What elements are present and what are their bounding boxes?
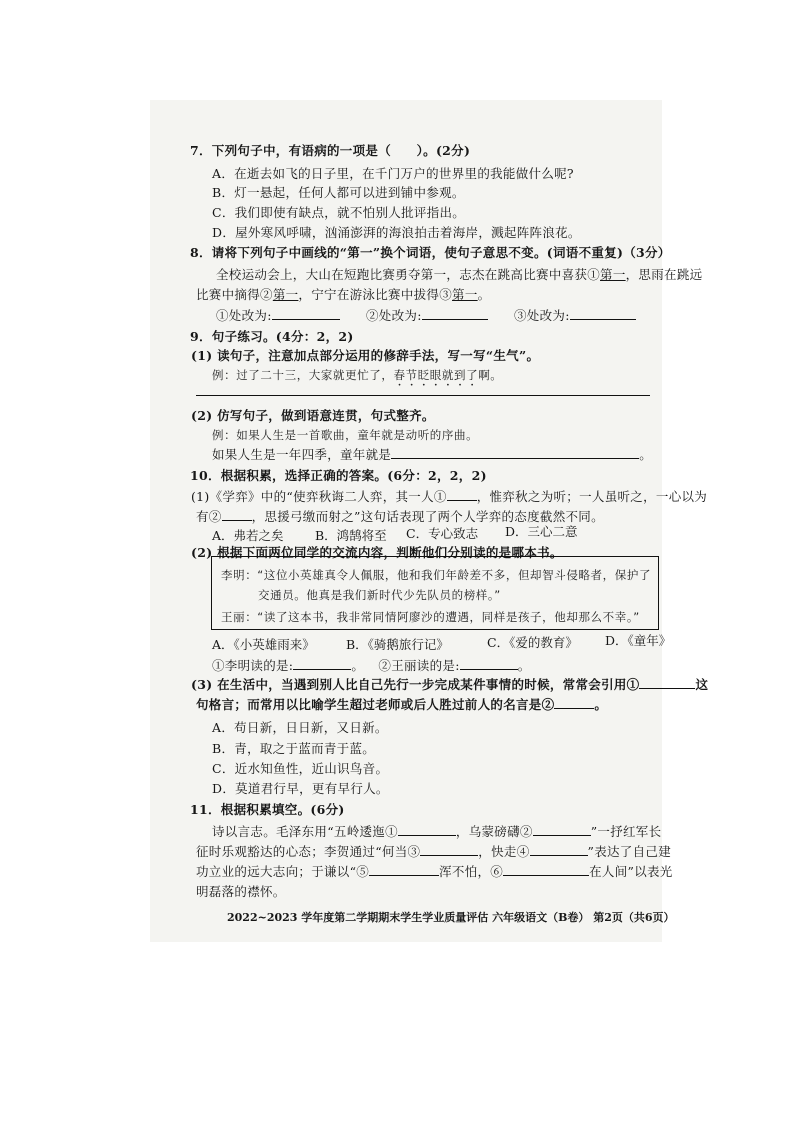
q10-sub3-line2: 句格言；而常用以比喻学生超过老师或后人胜过前人的名言是② 。 (196, 697, 608, 712)
q8-stem: 8．请将下列句子中画线的“第一”换个词语，使句子意思不变。(词语不重复)（3分） (190, 245, 671, 260)
q9-stem: 9．句子练习。(4分：2，2) (190, 329, 354, 344)
q10-sub2-blank-2[interactable] (460, 658, 518, 670)
q10-sub2-option-c: C．《爱的教育》 (487, 635, 578, 650)
q11-blank-6[interactable] (503, 864, 589, 876)
q8-underlined-word-3: 第一 (452, 287, 478, 302)
q8-blank-1[interactable] (272, 308, 340, 320)
q10-sub1-line2: 有② ，思援弓缴而射之”这句话表现了两个人学弈的态度截然不同。 (196, 509, 604, 524)
q10-sub1-option-c: C．专心致志 (406, 526, 479, 541)
q7-option-c: C．我们即使有缺点，就不怕别人批评指出。 (212, 205, 466, 220)
q10-sub3-blank-1[interactable] (639, 677, 695, 689)
dialog-li-ming-line1: 李明：“这位小英雄真令人佩服，他和我们年龄差不多，但却智斗侵略者，保护了 (221, 568, 652, 582)
q8-fill-row: ①处改为: ②处改为: ③处改为: (216, 308, 636, 323)
q7-option-a: A．在逝去如飞的日子里，在千门万户的世界里的我能做什么呢? (212, 166, 574, 181)
q11-blank-1[interactable] (398, 824, 456, 836)
q9-sub1-example: 例：过了二十三，大家就更忙了，春节眨眼就到了啊。 (212, 368, 503, 382)
q10-sub1-blank-1[interactable] (447, 489, 477, 501)
q11-line4: 明磊落的襟怀。 (196, 884, 286, 899)
q7-stem: 7．下列句子中，有语病的一项是（ ）。(2分) (190, 143, 471, 158)
q9-sub2-blank[interactable] (391, 447, 639, 459)
q8-passage-line2: 比赛中摘得②第一，宁宁在游泳比赛中拔得③第一。 (196, 287, 491, 302)
q10-sub1-blank-2[interactable] (222, 509, 252, 521)
q10-sub1-option-d: D．三心二意 (505, 524, 578, 539)
q10-sub3-option-a: A．苟日新，日日新，又日新。 (212, 720, 388, 735)
q11-line1: 诗以言志。毛泽东用“五岭逶迤① ，乌蒙磅礴② ”一抒红军长 (212, 824, 662, 839)
q10-sub2-option-b: B．《骑鹅旅行记》 (346, 637, 449, 652)
q11-line3: 功立业的远大志向；于谦以“⑤ 浑不怕，⑥ 在人间”以表光 (196, 864, 673, 879)
dialog-wang-li: 王丽：“读了这本书，我非常同情阿廖沙的遭遇，同样是孩子，他却那么不幸。” (221, 610, 640, 624)
q9-sub2-prompt: (2) 仿写句子，做到语意连贯，句式整齐。 (191, 408, 435, 423)
q10-sub3-blank-2[interactable] (554, 697, 594, 709)
q9-dotted-phrase: 春节眨眼就到了 (393, 368, 479, 382)
page-footer: 2022~2023 学年度第二学期期末学生学业质量评估 六年级语文（B卷） 第2页（共6页） (227, 911, 675, 924)
q10-sub2-option-d: D．《童年》 (605, 633, 672, 648)
q7-option-b: B．灯一悬起，任何人都可以进到铺中参观。 (212, 185, 465, 200)
q10-sub3-option-c: C．近水知鱼性，近山识鸟音。 (212, 761, 389, 776)
q11-stem: 11．根据积累填空。(6分) (190, 802, 345, 817)
q10-sub3-option-d: D．莫道君行早，更有早行人。 (212, 781, 389, 796)
q10-stem: 10．根据积累，选择正确的答案。(6分：2，2，2) (190, 468, 487, 483)
q10-sub3-option-b: B．青，取之于蓝而青于蓝。 (212, 741, 376, 756)
q11-blank-5[interactable] (369, 864, 439, 876)
q8-blank-3[interactable] (570, 308, 636, 320)
q10-sub3-line1: (3) 在生活中，当遇到别人比自己先行一步完成某件事情的时候，常常会引用① 这 (191, 677, 709, 692)
q7-option-d: D．屋外寒风呼啸，汹涌澎湃的海浪拍击着海岸，溅起阵阵浪花。 (212, 225, 581, 240)
dialog-li-ming-line2: 交通员。他真是我们新时代少先队员的榜样。” (258, 588, 501, 602)
q9-sub2-fill: 如果人生是一年四季，童年就是 。 (212, 447, 653, 462)
q8-underlined-word-2: 第一 (272, 287, 299, 302)
q10-sub2-blank-1[interactable] (293, 658, 351, 670)
q8-underlined-word-1: 第一 (600, 267, 626, 282)
q10-sub1-option-a: A．弗若之矣 (212, 528, 284, 543)
q11-blank-4[interactable] (530, 844, 588, 856)
q10-sub2-option-a: A．《小英雄雨来》 (212, 637, 315, 652)
q9-sub1-prompt: (1) 读句子，注意加点部分运用的修辞手法，写一写“生气”。 (191, 348, 540, 363)
q9-sub1-answer-line[interactable] (196, 395, 650, 396)
q9-sub2-example: 例：如果人生是一首歌曲，童年就是动听的序曲。 (212, 428, 479, 442)
q10-sub2-answers: ①李明读的是: 。 ②王丽读的是: 。 (212, 658, 531, 673)
q10-sub1-option-b: B．鸿鹄将至 (315, 528, 387, 543)
q10-sub1-line1: (1)《学弈》中的“使弈秋诲二人弈，其一人① ，惟弈秋之为听；一人虽听之，一心以为 (191, 489, 708, 504)
q8-blank-2[interactable] (422, 308, 488, 320)
q11-blank-3[interactable] (420, 844, 478, 856)
q8-passage-line1: 全校运动会上，大山在短跑比赛勇夺第一，志杰在跳高比赛中喜获①第一，思雨在跳远 (216, 267, 703, 282)
q11-blank-2[interactable] (533, 824, 591, 836)
q10-sub2-prompt: (2) 根据下面两位同学的交流内容，判断他们分别读的是哪本书。 (191, 545, 563, 560)
q11-line2: 征时乐观豁达的心态；李贺通过“何当③ ，快走④ ”表达了自己建 (196, 844, 671, 859)
